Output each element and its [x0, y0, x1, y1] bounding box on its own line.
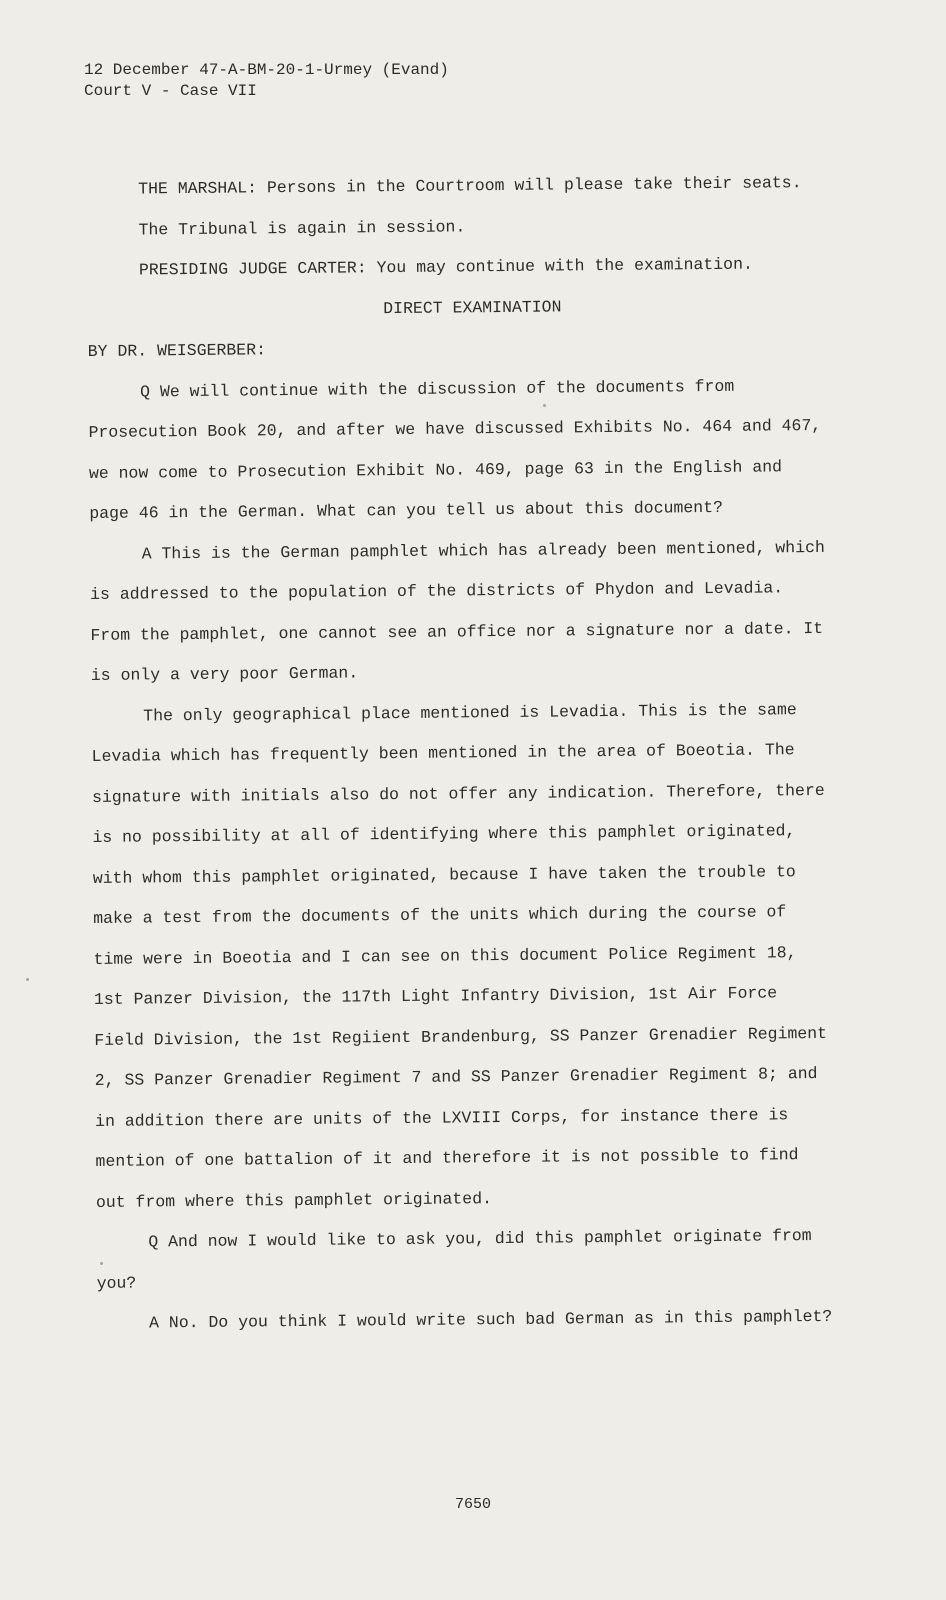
question-1: Q We will continue with the discussion of the documents from Prosecution Book 20, and after we have discussed Exhibits No. 464 and 467, we now come to Prosecution Exhibit No. 469, page 63 in the English and page 46 in the German. What can you tell us about this document?: [88, 376, 822, 523]
paper-speck: [543, 404, 546, 407]
transcript-body: [86, 163, 837, 1345]
session-statement: The Tribunal is again in session.: [138, 216, 466, 239]
answer-1: A This is the German pamphlet which has already been mentioned, which is addressed to the population of the districts of Phydon and Levadia. From the pamphlet, one cannot see an office nor a signature nor a date. It is only a very poor German.: [89, 537, 825, 685]
paper-speck: [100, 1262, 103, 1265]
marshal-statement: THE MARSHAL: Persons in the Courtroom will please take their seats.: [138, 173, 802, 199]
section-heading: DIRECT EXAMINATION: [383, 296, 562, 318]
answer-1-continued: The only geographical place mentioned is Levadia. This is the same Levadia which has frequently been mentioned in the area of Boeotia. The signature with initials also do not offer any indication. Therefore, there is no possibility at all of identifying where this pamphlet originated, with whom this pamphlet originated, because I have taken the trouble to make a test from the documents of the units which during the course of time were in Boeotia and I can see on this document Police Regiment 18, 1st Panzer Division, the 117th Light Infantry Division, 1st Air Force Field Division, the 1st Regiient Brandenburg, SS Panzer Grenadier Regiment 2, SS Panzer Grenadier Regiment 7 and SS Panzer Grenadier Regiment 8; and in addition there are units of the LXVIII Corps, for instance there is mention of one battalion of it and therefore it is not possible to find out from where this pamphlet originated.: [91, 699, 828, 1212]
document-header: [84, 60, 449, 102]
header-reference: 12 December 47-A-BM-20-1-Urmey (Evand): [84, 61, 449, 79]
header-court-case: Court V - Case VII: [84, 82, 257, 100]
examiner-byline: BY DR. WEISGERBER:: [87, 340, 267, 361]
judge-statement: PRESIDING JUDGE CARTER: You may continue with the examination.: [138, 254, 753, 280]
answer-2: A No. Do you think I would write such bad German as in this pamphlet?: [148, 1306, 833, 1333]
question-2: Q And now I would like to ask you, did this pamphlet originate from you?: [96, 1226, 812, 1293]
page-number: 7650: [454, 1496, 491, 1513]
paper-speck: [26, 978, 29, 981]
